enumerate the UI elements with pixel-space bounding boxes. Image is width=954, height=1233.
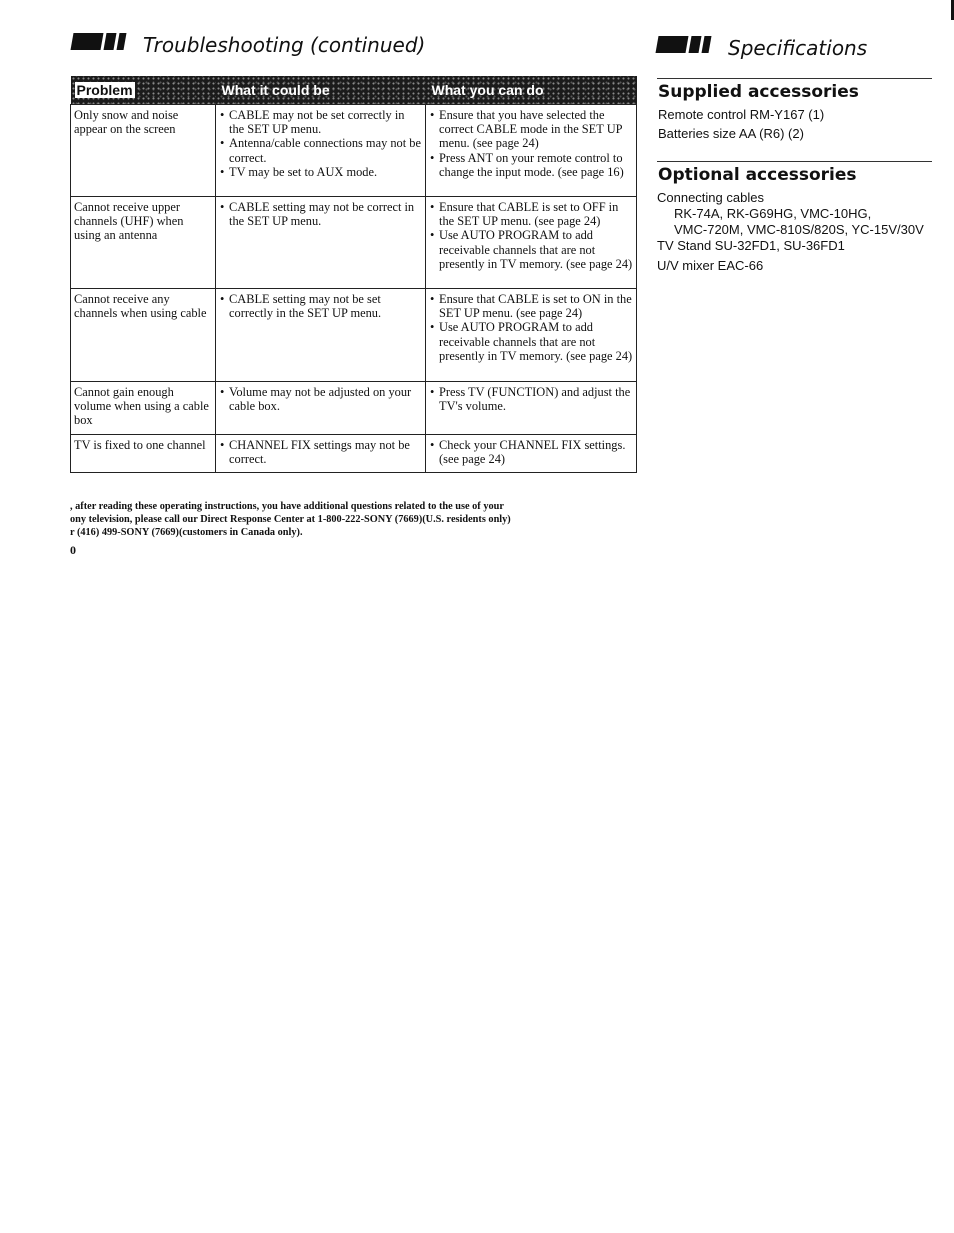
cause-item: • CABLE may not be set correctly in the SET UP menu. xyxy=(219,108,422,136)
remedy-item: • Check your CHANNEL FIX settings. (see page 24) xyxy=(429,438,633,466)
remedy-cell xyxy=(426,105,637,197)
table-row xyxy=(71,197,637,289)
optional-item: U/V mixer EAC-66 xyxy=(657,258,764,273)
remedy-item: • Ensure that CABLE is set to OFF in the SET UP menu. (see page 24) xyxy=(429,200,633,228)
optional-item: VMC-720M, VMC-810S/820S, YC-15V/30V xyxy=(674,222,924,237)
remedy-item: • Use AUTO PROGRAM to add receivable channels that are not presently in TV memory. (see page 24) xyxy=(429,228,633,271)
table-row xyxy=(71,289,637,382)
problem-cell: Cannot receive any channels when using cable xyxy=(71,289,216,382)
remedy-cell xyxy=(426,382,637,435)
supplied-item: Remote control RM-Y167 (1) xyxy=(658,107,825,122)
table-row xyxy=(71,105,637,197)
cause-item: • CHANNEL FIX settings may not be correct. xyxy=(219,438,422,466)
remedy-item: • Press TV (FUNCTION) and adjust the TV's volume. xyxy=(429,385,633,413)
note-line: ony television, please call our Direct Response Center at 1-800-222-SONY (7669)(U.S. residents only) xyxy=(70,514,511,525)
customer-support-note xyxy=(70,500,600,539)
optional-accessories-title: Optional accessories xyxy=(658,165,857,185)
remedy-item: • Press ANT on your remote control to change the input mode. (see page 16) xyxy=(429,151,633,179)
cause-item: • CABLE setting may not be correct in the SET UP menu. xyxy=(219,200,422,228)
note-line: r (416) 499-SONY (7669)(customers in Canada only). xyxy=(70,527,303,538)
header-what-it-could-be: What it could be xyxy=(216,76,426,105)
problem-cell: Cannot gain enough volume when using a cable box xyxy=(71,382,216,435)
cause-cell xyxy=(216,382,426,435)
cause-item: • CABLE setting may not be set correctly in the SET UP menu. xyxy=(219,292,422,320)
section-divider xyxy=(657,161,932,162)
problem-cell: Only snow and noise appear on the screen xyxy=(71,105,216,197)
troubleshooting-heading: Troubleshooting (continued) xyxy=(143,33,426,57)
remedy-item: • Use AUTO PROGRAM to add receivable channels that are not presently in TV memory. (see page 24) xyxy=(429,320,633,363)
section-marker-icon xyxy=(72,33,125,50)
cause-cell xyxy=(216,197,426,289)
header-problem: Problem xyxy=(71,76,216,105)
table-header-row xyxy=(71,76,637,105)
cause-item: • Antenna/cable connections may not be correct. xyxy=(219,136,422,164)
remedy-item: • Ensure that CABLE is set to ON in the SET UP menu. (see page 24) xyxy=(429,292,633,320)
optional-item: TV Stand SU-32FD1, SU-36FD1 xyxy=(657,238,845,253)
cause-cell xyxy=(216,434,426,472)
page-number: 0 xyxy=(70,543,76,557)
table-row xyxy=(71,382,637,435)
section-marker-icon xyxy=(657,36,710,53)
supplied-item: Batteries size AA (R6) (2) xyxy=(658,126,804,141)
remedy-cell xyxy=(426,434,637,472)
optional-item: RK-74A, RK-G69HG, VMC-10HG, xyxy=(674,206,872,221)
cause-item: • Volume may not be adjusted on your cable box. xyxy=(219,385,422,413)
note-line: , after reading these operating instructions, you have additional questions related to the use of your xyxy=(70,501,504,512)
remedy-cell xyxy=(426,197,637,289)
cause-item: • TV may be set to AUX mode. xyxy=(219,165,422,179)
problem-cell: Cannot receive upper channels (UHF) when using an antenna xyxy=(71,197,216,289)
troubleshooting-table xyxy=(70,76,637,473)
optional-item: Connecting cables xyxy=(657,190,764,205)
specifications-heading: Specifications xyxy=(728,36,868,60)
supplied-accessories-title: Supplied accessories xyxy=(658,82,859,102)
header-what-you-can-do: What you can do xyxy=(426,76,637,105)
remedy-item: • Ensure that you have selected the correct CABLE mode in the SET UP menu. (see page 24) xyxy=(429,108,633,151)
section-divider xyxy=(657,78,932,79)
cause-cell xyxy=(216,289,426,382)
cause-cell xyxy=(216,105,426,197)
problem-cell: TV is fixed to one channel xyxy=(71,434,216,472)
remedy-cell xyxy=(426,289,637,382)
table-row xyxy=(71,434,637,472)
